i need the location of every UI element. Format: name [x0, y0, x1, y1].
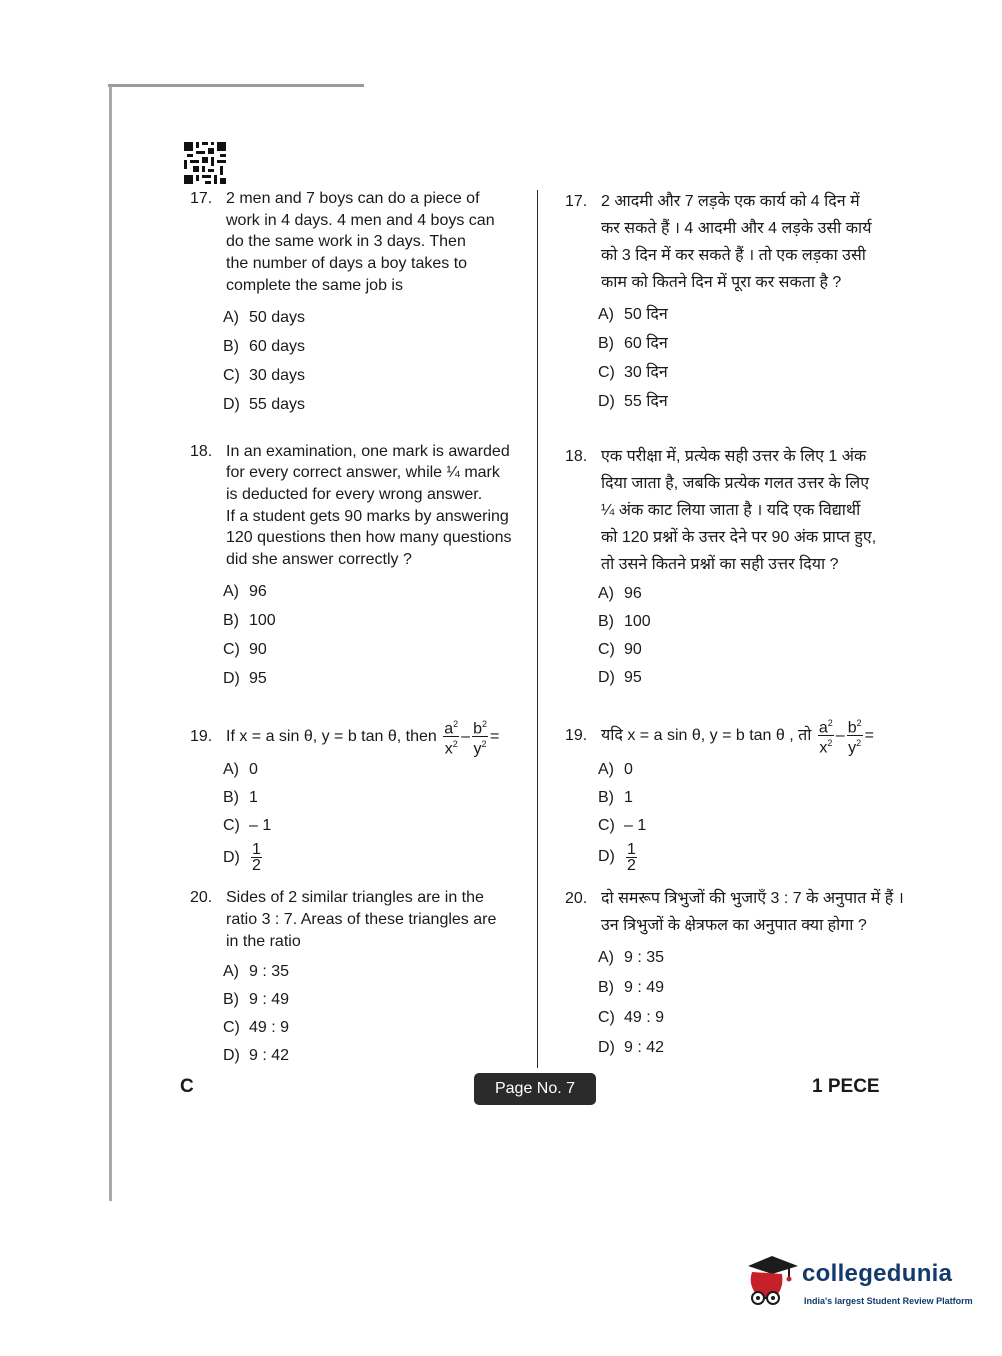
fraction-b2-y2: $\frac{b^2}{y^2}$ — [473, 718, 487, 758]
option-a: A) 9 : 35 — [223, 962, 290, 980]
question-text — [601, 188, 895, 296]
option-a: A) 9 : 35 — [598, 948, 665, 966]
column-divider — [537, 190, 538, 1068]
option-a: A) 0 — [598, 760, 633, 778]
option-d: D) 9 : 42 — [598, 1038, 665, 1056]
fraction-one-half: $\frac{1}{2}$ — [627, 840, 636, 874]
options-17 — [223, 303, 525, 419]
question-number: 19. — [190, 727, 213, 745]
question-18 — [565, 443, 895, 578]
option-a: A) 96 — [223, 582, 267, 600]
text-line: 2 men and 7 boys can do a piece of — [226, 190, 480, 207]
question-17 — [565, 188, 895, 296]
option-b: B) 1 — [598, 788, 633, 806]
question-19 — [190, 717, 525, 757]
english-column — [190, 188, 525, 1070]
option-a: A) 96 — [598, 585, 642, 602]
page-number-badge: Page No. 7 — [474, 1073, 596, 1105]
fraction-one-half: $\frac{1}{2}$ — [252, 841, 261, 875]
text-line: तो उसने कितने प्रश्नों का सही उत्तर दिया ? — [601, 556, 839, 573]
option-b: B) 60 दिन — [598, 335, 668, 352]
question-stem: If x = a sin θ, y = b tan θ, then — [226, 727, 437, 745]
text-line: Sides of 2 similar triangles are in the — [226, 889, 484, 907]
question-number: 19. — [565, 726, 588, 744]
option-a: A) 50 दिन — [598, 306, 668, 323]
mascot-icon — [742, 1252, 800, 1314]
scan-edge-top — [108, 84, 364, 87]
option-c: C) – 1 — [598, 816, 647, 834]
collegedunia-logo — [742, 1248, 972, 1318]
question-number: 20. — [190, 889, 213, 907]
question-text — [226, 887, 525, 952]
question-number: 20. — [565, 889, 588, 907]
question-text — [601, 716, 895, 756]
question-20 — [190, 887, 525, 952]
text-line: the number of days a boy takes to — [226, 255, 468, 273]
text-line: for every correct answer, while ¼ mark — [226, 464, 500, 482]
text-line: को 3 दिन में कर सकते हैं । तो एक लड़का उसी — [601, 247, 866, 264]
option-b: B) 60 days — [223, 337, 306, 355]
question-text — [226, 441, 525, 571]
text-line: did she answer correctly ? — [226, 551, 412, 569]
text-line: उन त्रिभुजों के क्षेत्रफल का अनुपात क्या होगा ? — [601, 916, 867, 934]
text-line: work in 4 days. 4 men and 4 boys can — [226, 211, 495, 229]
option-c: C) 49 : 9 — [598, 1008, 665, 1026]
option-c: C) 30 दिन — [598, 364, 668, 381]
question-number: 17. — [565, 193, 588, 210]
scan-edge-left — [109, 86, 112, 1201]
text-line: ¼ अंक काट लिया जाता है । यदि एक विद्यार्थी — [601, 502, 861, 519]
option-b: B) 100 — [223, 611, 276, 629]
question-number: 18. — [190, 442, 213, 460]
options-19 — [598, 756, 895, 873]
brand-tagline: India's largest Student Review Platform — [804, 1296, 973, 1306]
options-19 — [223, 756, 525, 873]
option-c: C) 90 — [223, 640, 267, 658]
fraction-a2-x2: $\frac{a^2}{x^2}$ — [444, 718, 459, 758]
text-line: ratio 3 : 7. Areas of these triangles are — [226, 911, 497, 929]
fraction-b2-y2: $\frac{b^2}{y^2}$ — [847, 718, 862, 757]
options-20 — [223, 958, 525, 1070]
option-b: B) 9 : 49 — [223, 990, 290, 1008]
options-18 — [223, 577, 525, 693]
brand-name: collegedunia — [802, 1260, 953, 1287]
text-line: do the same work in 3 days. Then — [226, 233, 466, 251]
question-text — [601, 885, 904, 939]
option-a: A) 0 — [223, 761, 258, 779]
text-line: काम को कितने दिन में पूरा कर सकता है ? — [601, 274, 842, 291]
text-line: complete the same job is — [226, 276, 403, 294]
question-19 — [565, 716, 895, 756]
text-line: दो समरूप त्रिभुजों की भुजाएँ 3 : 7 के अनुपात में हैं । — [601, 889, 904, 907]
qr-code-icon — [184, 142, 226, 184]
option-d: D) 55 दिन — [598, 393, 668, 410]
option-d: D) $\frac{1}{2}$ — [223, 841, 261, 875]
series-letter: C — [180, 1076, 194, 1097]
question-text — [601, 443, 895, 578]
option-b: B) 100 — [598, 613, 651, 630]
text-line: एक परीक्षा में, प्रत्येक सही उत्तर के लिए 1 अंक — [601, 448, 867, 465]
option-d: D) 55 days — [223, 395, 306, 413]
hindi-column — [565, 188, 904, 1063]
text-line: in the ratio — [226, 932, 301, 950]
question-20 — [565, 885, 904, 939]
text-line: is deducted for every wrong answer. — [226, 485, 483, 503]
option-b: B) 9 : 49 — [598, 978, 665, 996]
text-line: कर सकते हैं । 4 आदमी और 4 लड़के उसी कार्य — [601, 220, 872, 237]
question-stem: यदि x = a sin θ, y = b tan θ , तो — [601, 726, 812, 744]
option-d: D) 95 — [223, 669, 267, 687]
minus-sign: – — [461, 727, 471, 745]
options-20 — [598, 943, 895, 1063]
options-17 — [598, 300, 895, 416]
option-b: B) 1 — [223, 789, 258, 807]
options-18 — [598, 580, 895, 692]
text-line: 2 आदमी और 7 लड़के एक कार्य को 4 दिन में — [601, 193, 860, 210]
question-18 — [190, 441, 525, 571]
equals-sign: = — [490, 727, 500, 745]
option-c: C) 49 : 9 — [223, 1018, 290, 1036]
question-text — [226, 717, 525, 757]
question-number: 18. — [565, 448, 588, 465]
option-d: D) $\frac{1}{2}$ — [598, 840, 636, 874]
option-d: D) 95 — [598, 669, 642, 686]
question-text — [226, 188, 525, 297]
text-line: 120 questions then how many questions — [226, 529, 512, 547]
option-c: C) 30 days — [223, 366, 306, 384]
option-d: D) 9 : 42 — [223, 1046, 290, 1064]
option-c: C) 90 — [598, 641, 642, 658]
text-line: दिया जाता है, जबकि प्रत्येक गलत उत्तर के लिए — [601, 475, 870, 492]
text-line: In an examination, one mark is awarded — [226, 442, 510, 460]
text-line: If a student gets 90 marks by answering — [226, 507, 509, 525]
paper-code: 1 PECE — [812, 1076, 880, 1097]
option-a: A) 50 days — [223, 308, 306, 326]
question-17 — [190, 188, 525, 297]
minus-sign: – — [835, 726, 845, 744]
equals-sign: = — [864, 726, 874, 744]
text-line: को 120 प्रश्नों के उत्तर देने पर 90 अंक प्राप्त हुए, — [601, 529, 877, 546]
option-c: C) – 1 — [223, 817, 272, 835]
question-number: 17. — [190, 190, 213, 207]
fraction-a2-x2: $\frac{a^2}{x^2}$ — [818, 718, 833, 757]
